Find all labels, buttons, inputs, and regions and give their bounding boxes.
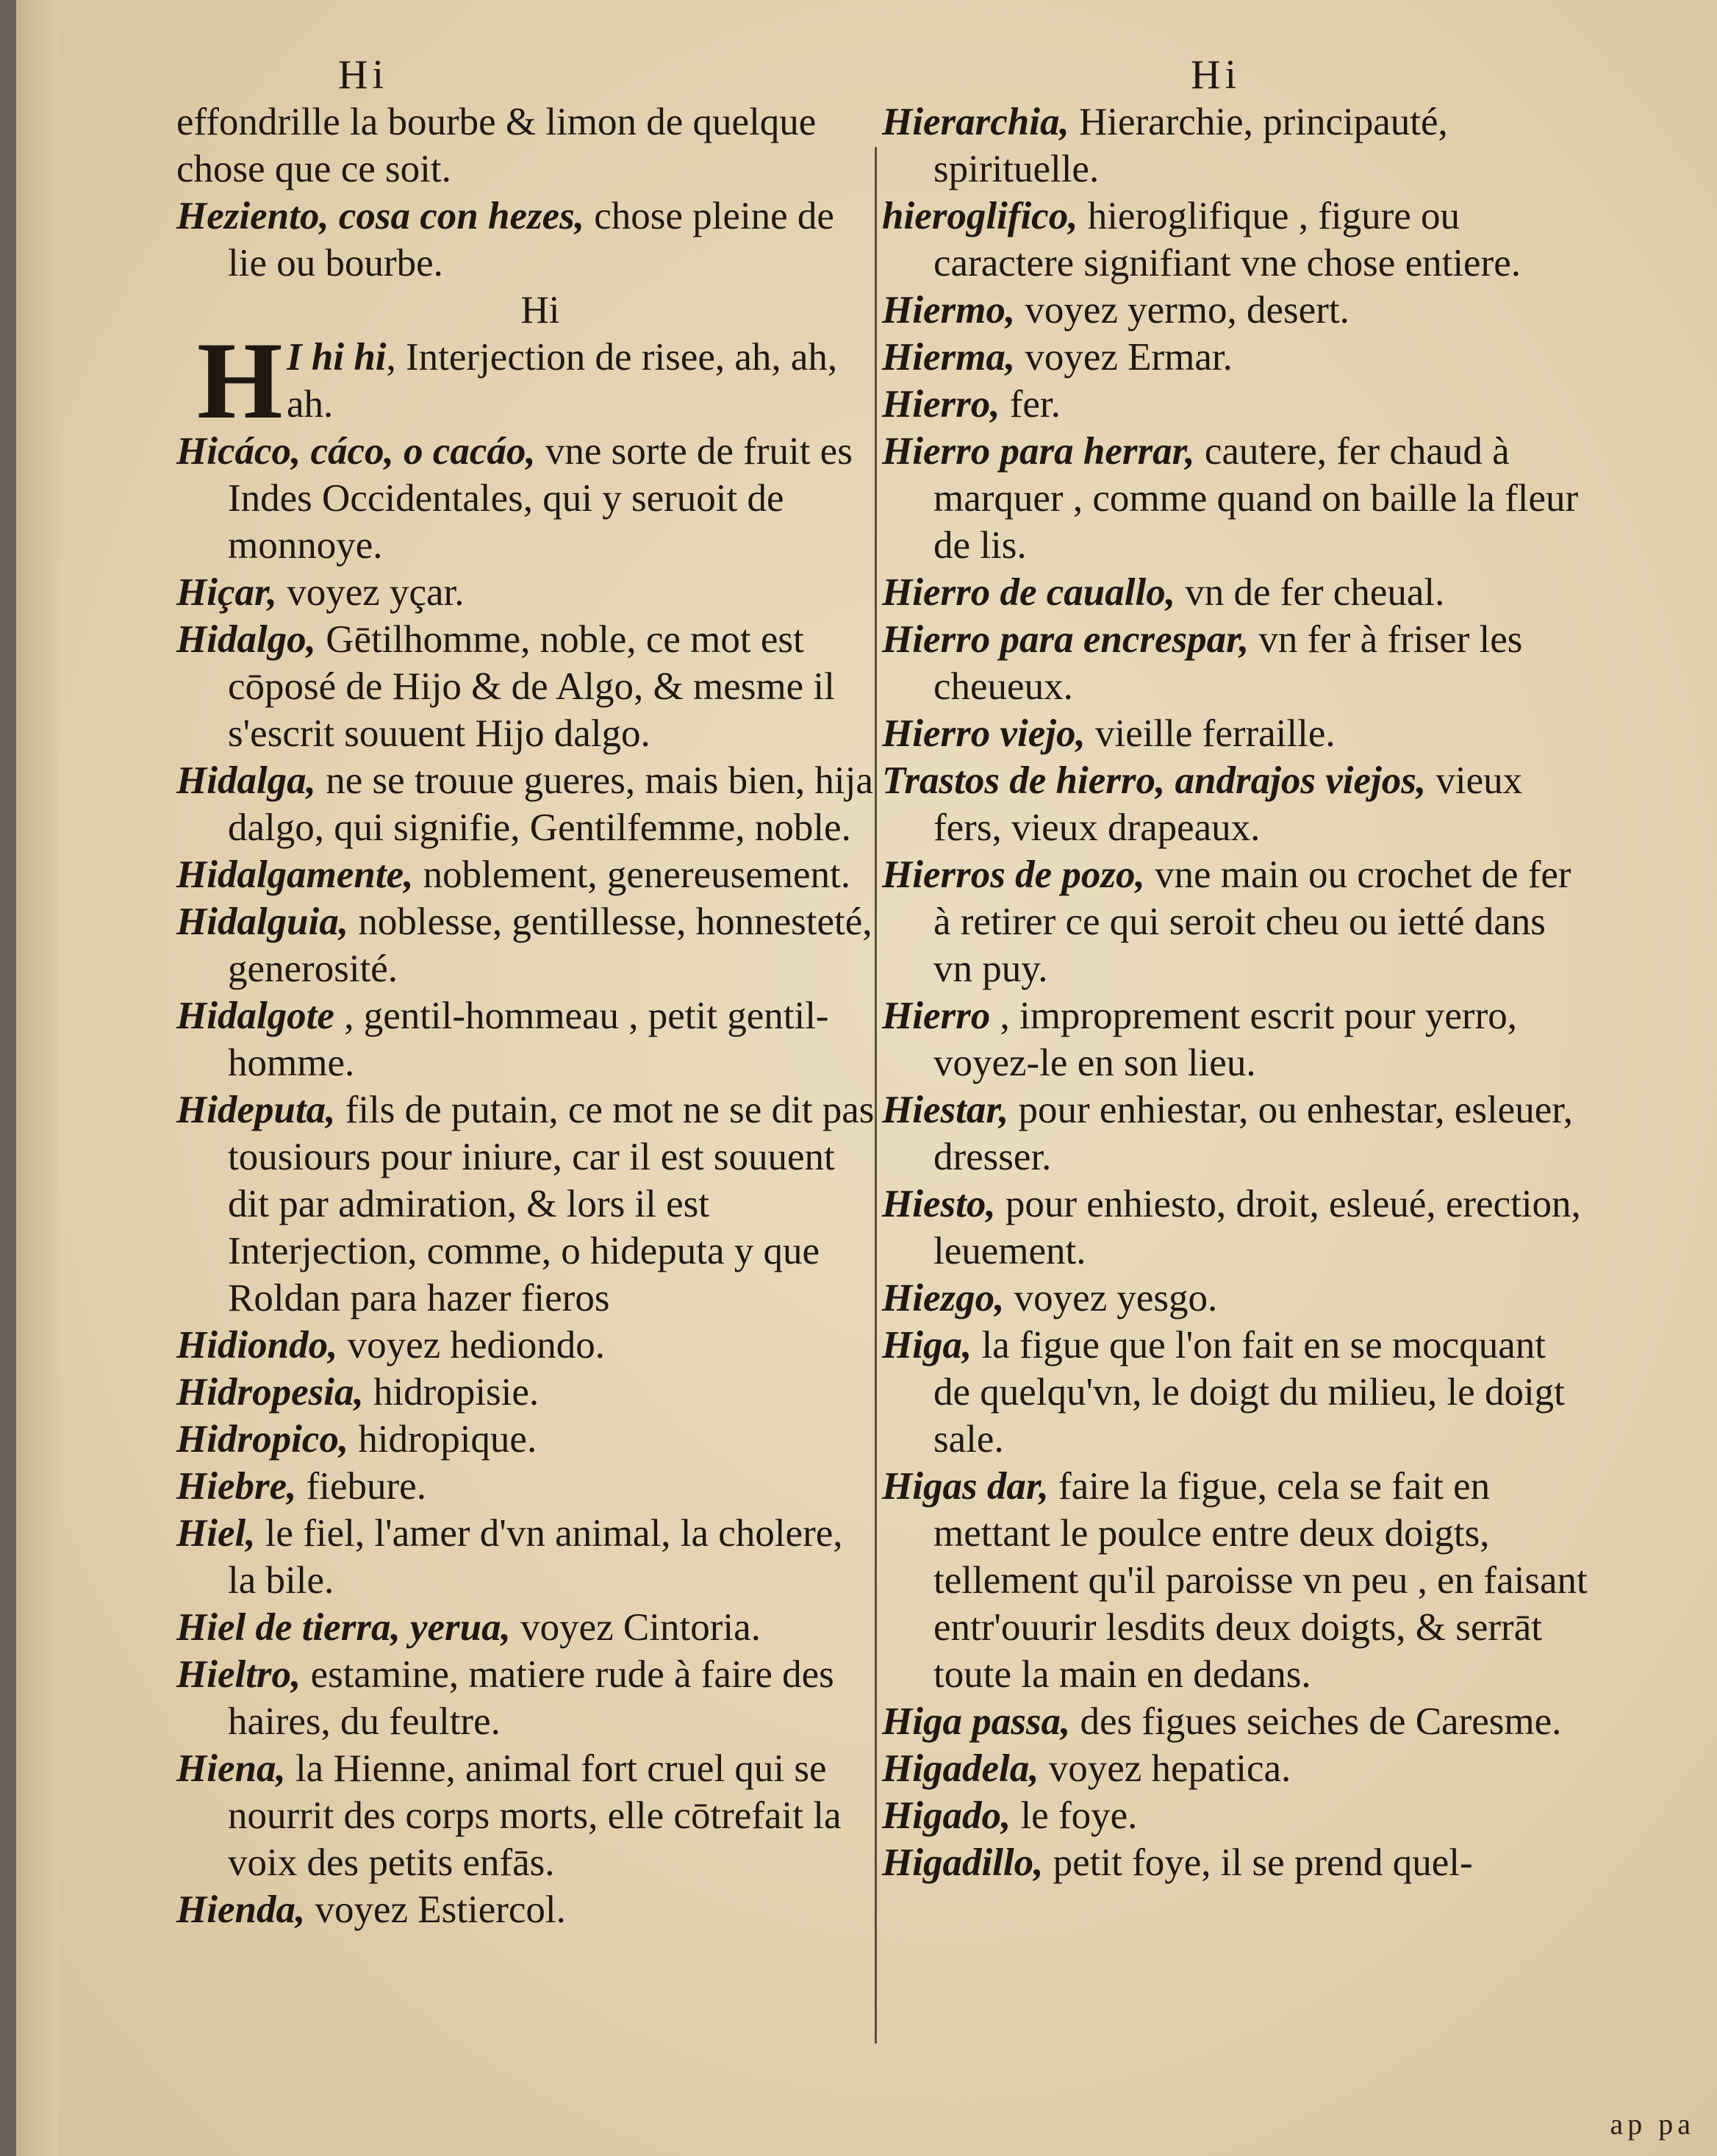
- scan-border: [0, 0, 16, 2156]
- dictionary-entry: [176, 616, 875, 757]
- entry-definition: pour enhiesto, droit, esleué, erection, leuement.: [933, 1183, 1581, 1272]
- entry-headword: Hidalgo,: [176, 618, 316, 661]
- dictionary-entry: [882, 569, 1588, 616]
- entry-headword: Hierro: [882, 995, 991, 1037]
- entry-definition: vn fer à friser les cheueux.: [933, 618, 1523, 708]
- dictionary-entry: [882, 1839, 1588, 1886]
- dictionary-entry: [176, 1369, 875, 1416]
- dictionary-entry: [882, 381, 1588, 428]
- dictionary-entry: [882, 428, 1588, 569]
- dictionary-entry: [882, 193, 1588, 287]
- entry-definition: fils de putain, ce mot ne se dit pas tousiours pour iniure, car il est souuent dit par admiration, & lors il est Interjection, comme, o hideputa y que Roldan para hazer fieros: [228, 1089, 875, 1319]
- entry-headword: Hideputa,: [176, 1089, 336, 1131]
- dictionary-entry: [176, 428, 875, 569]
- entry-definition: faire la figue, cela se fait en mettant le poulce entre deux doigts, tellement qu'il paroisse vn peu , en faisant entr'ouurir lesdits deux doigts, & serrāt toute la main en dedans.: [933, 1465, 1588, 1696]
- section-heading: Hi: [520, 289, 560, 332]
- entry-definition: vne main ou crochet de fer à retirer ce qui seroit cheu ou ietté dans vn puy.: [933, 853, 1571, 990]
- entry-definition: estamine, matiere rude à faire des haires, du feultre.: [228, 1653, 834, 1743]
- dictionary-entry: [176, 1416, 875, 1463]
- entry-definition: le fiel, l'amer d'vn animal, la cholere, la bile.: [228, 1512, 843, 1602]
- entry-headword: Hierma,: [882, 336, 1016, 379]
- entry-definition: vieux fers, vieux drapeaux.: [933, 759, 1523, 849]
- entry-headword: Higa passa,: [882, 1700, 1071, 1743]
- dictionary-entry: [882, 1792, 1588, 1839]
- entry-headword: Hiçar,: [176, 571, 277, 614]
- entry-headword: Higadillo,: [882, 1841, 1044, 1884]
- entry-definition: voyez Estiercol.: [315, 1888, 566, 1931]
- dictionary-entry: [882, 334, 1588, 381]
- running-head-right: Hi: [1191, 52, 1241, 98]
- entry-definition: voyez Cintoria.: [520, 1606, 761, 1649]
- entry-headword: Hidalguia,: [176, 900, 349, 943]
- entry-definition: , Interjection de risee, ah, ah, ah.: [287, 336, 838, 426]
- dictionary-entry: [176, 757, 875, 851]
- entry-definition: effondrille la bourbe & limon de quelque chose que ce soit.: [176, 101, 817, 190]
- entry-definition: petit foye, il se prend quel-: [1053, 1841, 1473, 1884]
- dictionary-entry: [176, 1086, 875, 1322]
- entry-headword: Heziento,: [176, 195, 329, 237]
- entry-definition: hidropique.: [358, 1418, 537, 1461]
- entry-headword: Trastos de hierro,: [882, 759, 1166, 802]
- entry-headword: Higadela,: [882, 1747, 1039, 1790]
- entry-definition: voyez yçar.: [287, 571, 465, 614]
- entry-headword: Hieltro,: [176, 1653, 301, 1696]
- entry-headword: Hiermo,: [882, 289, 1016, 332]
- entry-headword: Hierro viejo,: [882, 712, 1086, 755]
- dictionary-entry: [176, 851, 875, 898]
- dictionary-entry: [882, 1086, 1588, 1181]
- entry-definition: vieille ferraille.: [1094, 712, 1336, 755]
- entry-headword: Hidalga,: [176, 759, 316, 802]
- entry-headword: Hidalgote: [176, 995, 334, 1037]
- entry-headword: hieroglifico,: [882, 195, 1078, 237]
- dictionary-entry: [176, 1322, 875, 1369]
- entry-headword: Hierro,: [882, 383, 1000, 426]
- dictionary-entry: [882, 1181, 1588, 1275]
- right-column: [882, 51, 1588, 1886]
- entry-definition: voyez hediondo.: [347, 1324, 605, 1367]
- entry-definition: voyez Ermar.: [1025, 336, 1233, 379]
- dictionary-entry: [176, 99, 875, 193]
- entry-headword: Hicáco, cáco, o cacáo,: [176, 430, 536, 473]
- entry-headword: Hierarchia,: [882, 101, 1069, 143]
- dictionary-entry: [882, 1322, 1588, 1463]
- entry-headword: Hiesto,: [882, 1183, 996, 1225]
- entry-headword: Hiebre,: [176, 1465, 297, 1508]
- dictionary-entry: [882, 1275, 1588, 1322]
- entry-definition: hieroglifique , figure ou caractere signifiant vne chose entiere.: [933, 195, 1521, 284]
- column-rule: [875, 147, 877, 2044]
- entry-variant: andrajos viejos,: [1175, 759, 1427, 802]
- dictionary-entry: [882, 757, 1588, 851]
- entry-headword: Hidalgamente,: [176, 853, 414, 896]
- entry-definition: , gentil-hommeau , petit gentil-homme.: [228, 995, 829, 1084]
- entry-definition: la figue que l'on fait en se mocquant de quelqu'vn, le doigt du milieu, le doigt sale.: [933, 1324, 1565, 1461]
- dictionary-entry: [882, 1698, 1588, 1745]
- entry-headword: Hierro de cauallo,: [882, 571, 1175, 614]
- entry-definition: voyez yermo, desert.: [1025, 289, 1349, 332]
- dictionary-entry: [176, 193, 875, 287]
- entry-headword: Hidropesia,: [176, 1371, 364, 1414]
- entry-definition: noblesse, gentillesse, honnesteté, generosité.: [228, 900, 872, 990]
- catchword: ap pa: [1610, 2107, 1695, 2141]
- entry-definition: fiebure.: [306, 1465, 426, 1508]
- entry-headword: Hiel de tierra,: [176, 1606, 401, 1649]
- entry-headword: Hidropico,: [176, 1418, 349, 1461]
- entry-definition: noblement, genereusement.: [423, 853, 850, 896]
- entry-headword: I hi hi: [287, 336, 387, 379]
- dictionary-entry: [176, 1510, 875, 1604]
- facing-page-bleed: [16, 0, 59, 2156]
- entry-definition: voyez yesgo.: [1014, 1277, 1218, 1319]
- drop-cap: H: [197, 320, 283, 442]
- dictionary-entry: [176, 992, 875, 1086]
- entry-definition: vn de fer cheual.: [1185, 571, 1445, 614]
- interjection-entry: [176, 320, 875, 442]
- entry-definition: vne sorte de fruit es Indes Occidentales, qui y seruoit de monnoye.: [228, 430, 853, 567]
- running-head-left: Hi: [338, 52, 388, 98]
- entry-definition: la Hienne, animal fort cruel qui se nourrit des corps morts, elle cōtrefait la voix des petits enfās.: [228, 1747, 842, 1884]
- entry-definition: Hierarchie, principauté, spirituelle.: [933, 101, 1448, 190]
- entry-definition: , improprement escrit pour yerro, voyez-le en son lieu.: [933, 995, 1517, 1084]
- entry-headword: Higas dar,: [882, 1465, 1049, 1508]
- entry-definition: pour enhiestar, ou enhestar, esleuer, dresser.: [933, 1089, 1574, 1178]
- entry-headword: Hidiondo,: [176, 1324, 338, 1367]
- entry-definition: hidropisie.: [373, 1371, 540, 1414]
- entry-headword: Hiel,: [176, 1512, 256, 1555]
- dictionary-entry: [176, 1604, 875, 1651]
- dictionary-entry: [176, 898, 875, 992]
- left-column: [176, 51, 875, 1933]
- dictionary-entry: [176, 1886, 875, 1933]
- entry-definition: des figues seiches de Caresme.: [1080, 1700, 1562, 1743]
- entry-variant: yerua,: [409, 1606, 511, 1649]
- dictionary-entry: [176, 569, 875, 616]
- dictionary-entry: [882, 1463, 1588, 1698]
- entry-headword: Hierro para encrespar,: [882, 618, 1250, 661]
- entry-headword: Hiena,: [176, 1747, 286, 1790]
- entry-headword: Hiezgo,: [882, 1277, 1005, 1319]
- entry-definition: voyez hepatica.: [1048, 1747, 1291, 1790]
- entry-headword: Hierro para herrar,: [882, 430, 1195, 473]
- dictionary-entry: [882, 851, 1588, 992]
- dictionary-entry: [176, 1651, 875, 1745]
- entry-headword: Higa,: [882, 1324, 972, 1367]
- entry-headword: Hiestar,: [882, 1089, 1009, 1131]
- entry-variant: cosa con hezes,: [338, 195, 585, 237]
- dictionary-entry: [176, 1463, 875, 1510]
- entry-definition: fer.: [1009, 383, 1061, 426]
- dictionary-entry: [882, 710, 1588, 757]
- entry-headword: Hienda,: [176, 1888, 306, 1931]
- entry-definition: Gētilhomme, noble, ce mot est cōposé de Hijo & de Algo, & mesme il s'escrit souuent Hijo dalgo.: [228, 618, 835, 755]
- dictionary-entry: [882, 616, 1588, 710]
- dictionary-entry: [882, 99, 1588, 193]
- entry-definition: chose pleine de lie ou bourbe.: [228, 195, 834, 284]
- entry-headword: Hierros de pozo,: [882, 853, 1145, 896]
- dictionary-entry: [882, 1745, 1588, 1792]
- dictionary-entry: [882, 287, 1588, 334]
- entry-headword: Higado,: [882, 1794, 1011, 1837]
- entry-definition: cautere, fer chaud à marquer , comme quand on baille la fleur de lis.: [933, 430, 1579, 567]
- dictionary-entry: [176, 1745, 875, 1886]
- entry-definition: ne se trouue gueres, mais bien, hija dalgo, qui signifie, Gentilfemme, noble.: [228, 759, 873, 849]
- entry-definition: le foye.: [1020, 1794, 1138, 1837]
- dictionary-entry: [882, 992, 1588, 1086]
